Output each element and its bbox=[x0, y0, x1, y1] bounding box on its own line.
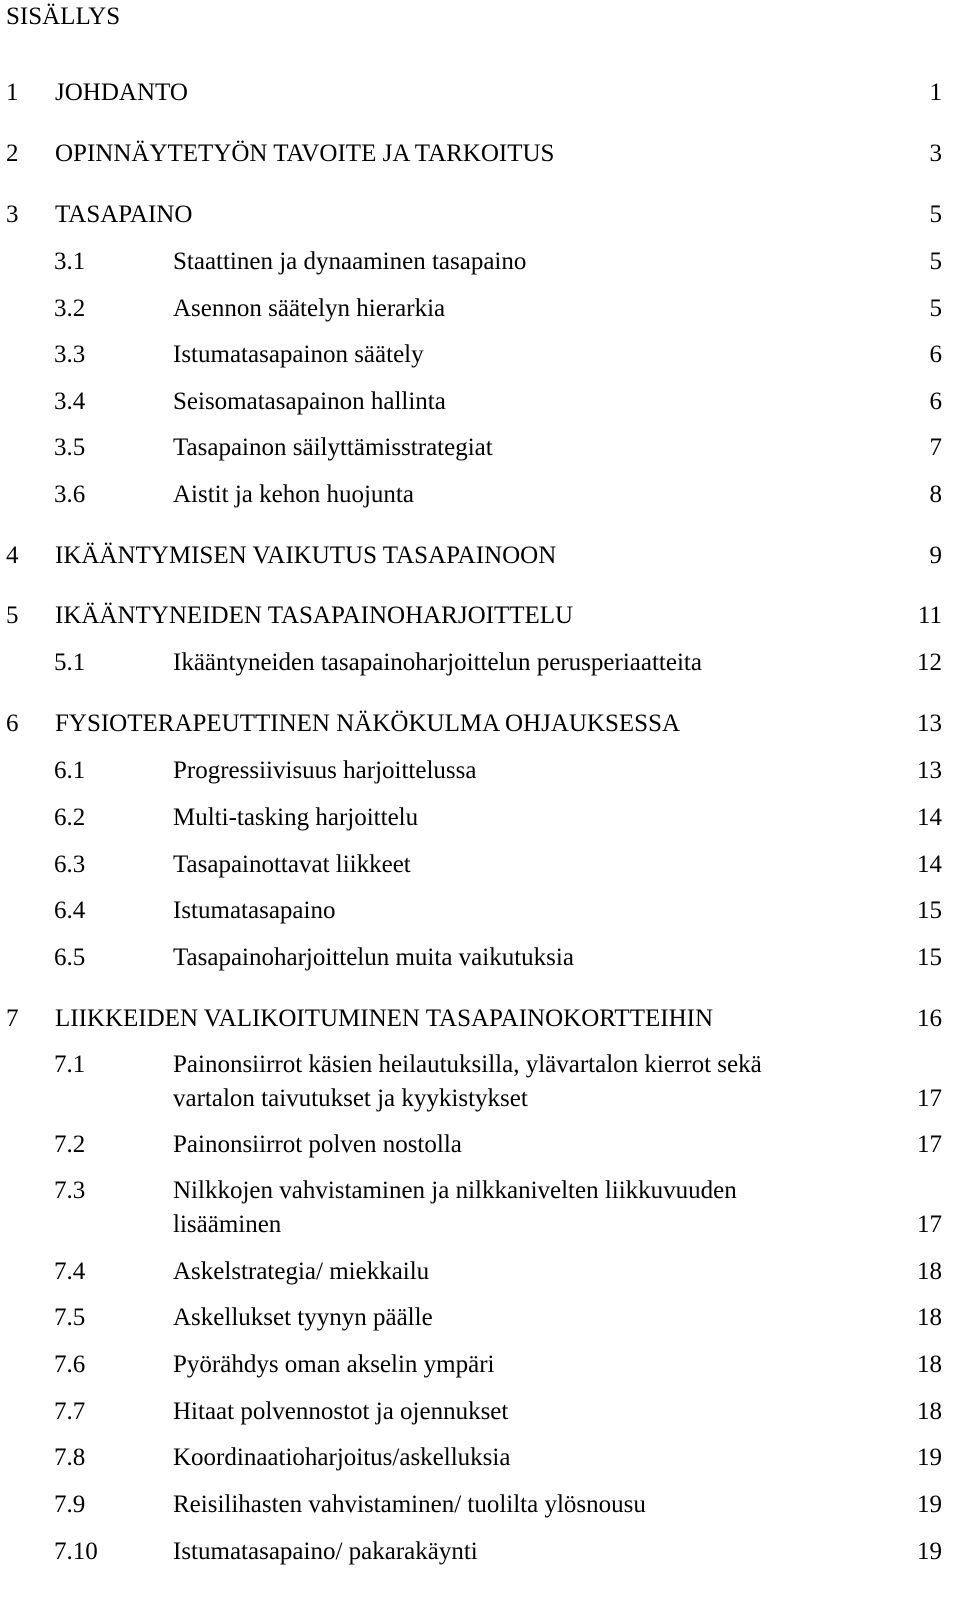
toc-title: Seisomatasapainon hallinta bbox=[173, 388, 446, 415]
toc-title: OPINNÄYTETYÖN TAVOITE JA TARKOITUS bbox=[55, 140, 555, 167]
toc-title: Painonsiirrot käsien heilautuksilla, ylävartalon kierrot sekä bbox=[173, 1051, 762, 1078]
toc-number: 3.6 bbox=[54, 481, 86, 508]
toc-title: LIIKKEIDEN VALIKOITUMINEN TASAPAINOKORTTEIHIN bbox=[55, 1005, 714, 1032]
toc-title: FYSIOTERAPEUTTINEN NÄKÖKULMA OHJAUKSESSA bbox=[55, 710, 681, 737]
toc-page: 19 bbox=[917, 1444, 942, 1471]
toc-page: 17 bbox=[917, 1211, 942, 1238]
toc-entry-7[interactable] bbox=[0, 1004, 960, 1034]
toc-page: 18 bbox=[917, 1258, 942, 1285]
toc-page: 6 bbox=[929, 388, 942, 415]
toc-title: Nilkkojen vahvistaminen ja nilkkanivelten liikkuvuuden bbox=[173, 1177, 737, 1204]
toc-number: 6.2 bbox=[54, 804, 86, 831]
toc-number: 6.4 bbox=[54, 897, 86, 924]
toc-title-continued: vartalon taivutukset ja kyykistykset bbox=[173, 1085, 528, 1112]
toc-page: 14 bbox=[917, 851, 942, 878]
toc-number: 5.1 bbox=[54, 649, 86, 676]
toc-entry-4[interactable] bbox=[0, 541, 960, 571]
toc-entry-6-5[interactable] bbox=[0, 943, 960, 973]
toc-heading: SISÄLLYS bbox=[6, 3, 121, 30]
toc-number: 7.8 bbox=[54, 1444, 86, 1471]
toc-title: IKÄÄNTYMISEN VAIKUTUS TASAPAINOON bbox=[55, 542, 557, 569]
toc-page: 5 bbox=[929, 295, 942, 322]
toc-entry-3-3[interactable] bbox=[0, 340, 960, 370]
toc-page: 16 bbox=[917, 1005, 942, 1032]
toc-number: 7.4 bbox=[54, 1258, 86, 1285]
toc-number: 7 bbox=[6, 1005, 19, 1032]
toc-entry-3[interactable] bbox=[0, 200, 960, 230]
toc-number: 3 bbox=[6, 201, 19, 228]
toc-page: 17 bbox=[917, 1085, 942, 1112]
toc-entry-7-4[interactable] bbox=[0, 1257, 960, 1287]
toc-title: Hitaat polvennostot ja ojennukset bbox=[173, 1398, 509, 1425]
toc-entry-6-3[interactable] bbox=[0, 850, 960, 880]
toc-title: Progressiivisuus harjoittelussa bbox=[173, 757, 477, 784]
toc-entry-7-7[interactable] bbox=[0, 1397, 960, 1427]
toc-title: Asennon säätelyn hierarkia bbox=[173, 295, 446, 322]
toc-number: 7.7 bbox=[54, 1398, 86, 1425]
toc-number: 7.1 bbox=[54, 1051, 86, 1078]
toc-page: 17 bbox=[917, 1131, 942, 1158]
toc-entry-3-2[interactable] bbox=[0, 294, 960, 324]
toc-entry-7-6[interactable] bbox=[0, 1350, 960, 1380]
toc-page: 9 bbox=[929, 542, 942, 569]
toc-title: Istumatasapaino/ pakarakäynti bbox=[173, 1538, 478, 1565]
toc-title: IKÄÄNTYNEIDEN TASAPAINOHARJOITTELU bbox=[55, 602, 574, 629]
toc-page: 18 bbox=[917, 1304, 942, 1331]
toc-entry-3-1[interactable] bbox=[0, 247, 960, 277]
toc-page: 14 bbox=[917, 804, 942, 831]
toc-number: 7.10 bbox=[54, 1538, 98, 1565]
toc-title: Tasapainottavat liikkeet bbox=[173, 851, 411, 878]
toc-entry-7-2[interactable] bbox=[0, 1130, 960, 1160]
toc-title: Istumatasapaino bbox=[173, 897, 336, 924]
toc-entry-7-5[interactable] bbox=[0, 1303, 960, 1333]
toc-number: 3.3 bbox=[54, 341, 86, 368]
toc-number: 6.5 bbox=[54, 944, 86, 971]
toc-number: 1 bbox=[6, 79, 19, 106]
toc-number: 6 bbox=[6, 710, 19, 737]
toc-number: 6.1 bbox=[54, 757, 86, 784]
toc-number: 4 bbox=[6, 542, 19, 569]
toc-page: 15 bbox=[917, 944, 942, 971]
toc-entry-1[interactable] bbox=[0, 78, 960, 108]
toc-title: Staattinen ja dynaaminen tasapaino bbox=[173, 248, 527, 275]
toc-entry-3-5[interactable] bbox=[0, 433, 960, 463]
toc-number: 5 bbox=[6, 602, 19, 629]
toc-entry-5-1[interactable] bbox=[0, 648, 960, 678]
toc-page: 12 bbox=[917, 649, 942, 676]
toc-entry-7-3[interactable] bbox=[0, 1176, 960, 1240]
toc-title: JOHDANTO bbox=[55, 79, 188, 106]
toc-entry-6-2[interactable] bbox=[0, 803, 960, 833]
toc-entry-3-6[interactable] bbox=[0, 480, 960, 510]
toc-page: 13 bbox=[917, 710, 942, 737]
toc-entry-6-1[interactable] bbox=[0, 756, 960, 786]
toc-entry-7-1[interactable] bbox=[0, 1050, 960, 1114]
toc-page: 1 bbox=[929, 79, 942, 106]
toc-title: Ikääntyneiden tasapainoharjoittelun perusperiaatteita bbox=[173, 649, 702, 676]
toc-page: 18 bbox=[917, 1351, 942, 1378]
toc-title: Istumatasapainon säätely bbox=[173, 341, 424, 368]
toc-page: 15 bbox=[917, 897, 942, 924]
toc-number: 7.2 bbox=[54, 1131, 86, 1158]
toc-entry-3-4[interactable] bbox=[0, 387, 960, 417]
toc-title: TASAPAINO bbox=[55, 201, 193, 228]
toc-number: 3.4 bbox=[54, 388, 86, 415]
toc-number: 7.6 bbox=[54, 1351, 86, 1378]
toc-number: 7.5 bbox=[54, 1304, 86, 1331]
toc-page: 7 bbox=[929, 434, 942, 461]
toc-page: 11 bbox=[917, 602, 942, 629]
toc-title: Tasapainoharjoittelun muita vaikutuksia bbox=[173, 944, 574, 971]
toc-title: Aistit ja kehon huojunta bbox=[173, 481, 414, 508]
toc-page: 13 bbox=[917, 757, 942, 784]
toc-number: 3.1 bbox=[54, 248, 86, 275]
toc-entry-7-9[interactable] bbox=[0, 1490, 960, 1520]
toc-entry-7-8[interactable] bbox=[0, 1443, 960, 1473]
toc-title: Askelstrategia/ miekkailu bbox=[173, 1258, 430, 1285]
toc-title: Painonsiirrot polven nostolla bbox=[173, 1131, 462, 1158]
toc-entry-7-10[interactable] bbox=[0, 1537, 960, 1567]
toc-entry-5[interactable] bbox=[0, 601, 960, 631]
toc-entry-2[interactable] bbox=[0, 139, 960, 169]
toc-page: 19 bbox=[917, 1538, 942, 1565]
toc-number: 2 bbox=[6, 140, 19, 167]
toc-page: 19 bbox=[917, 1491, 942, 1518]
toc-entry-6-4[interactable] bbox=[0, 896, 960, 926]
toc-page: 6 bbox=[929, 341, 942, 368]
toc-title-continued: lisääminen bbox=[173, 1211, 282, 1238]
toc-title: Multi-tasking harjoittelu bbox=[173, 804, 419, 831]
toc-title: Tasapainon säilyttämisstrategiat bbox=[173, 434, 493, 461]
toc-page: 5 bbox=[929, 201, 942, 228]
toc-title: Askellukset tyynyn päälle bbox=[173, 1304, 433, 1331]
toc-number: 3.5 bbox=[54, 434, 86, 461]
toc-page: 5 bbox=[929, 248, 942, 275]
toc-number: 7.9 bbox=[54, 1491, 86, 1518]
toc-title: Reisilihasten vahvistaminen/ tuolilta ylösnousu bbox=[173, 1491, 646, 1518]
toc-number: 7.3 bbox=[54, 1177, 86, 1204]
toc-page: 3 bbox=[929, 140, 942, 167]
toc-page: 18 bbox=[917, 1398, 942, 1425]
toc-number: 3.2 bbox=[54, 295, 86, 322]
toc-title: Koordinaatioharjoitus/askelluksia bbox=[173, 1444, 511, 1471]
toc-number: 6.3 bbox=[54, 851, 86, 878]
toc-title: Pyörähdys oman akselin ympäri bbox=[173, 1351, 495, 1378]
toc-entry-6[interactable] bbox=[0, 709, 960, 739]
toc-page: 8 bbox=[929, 481, 942, 508]
